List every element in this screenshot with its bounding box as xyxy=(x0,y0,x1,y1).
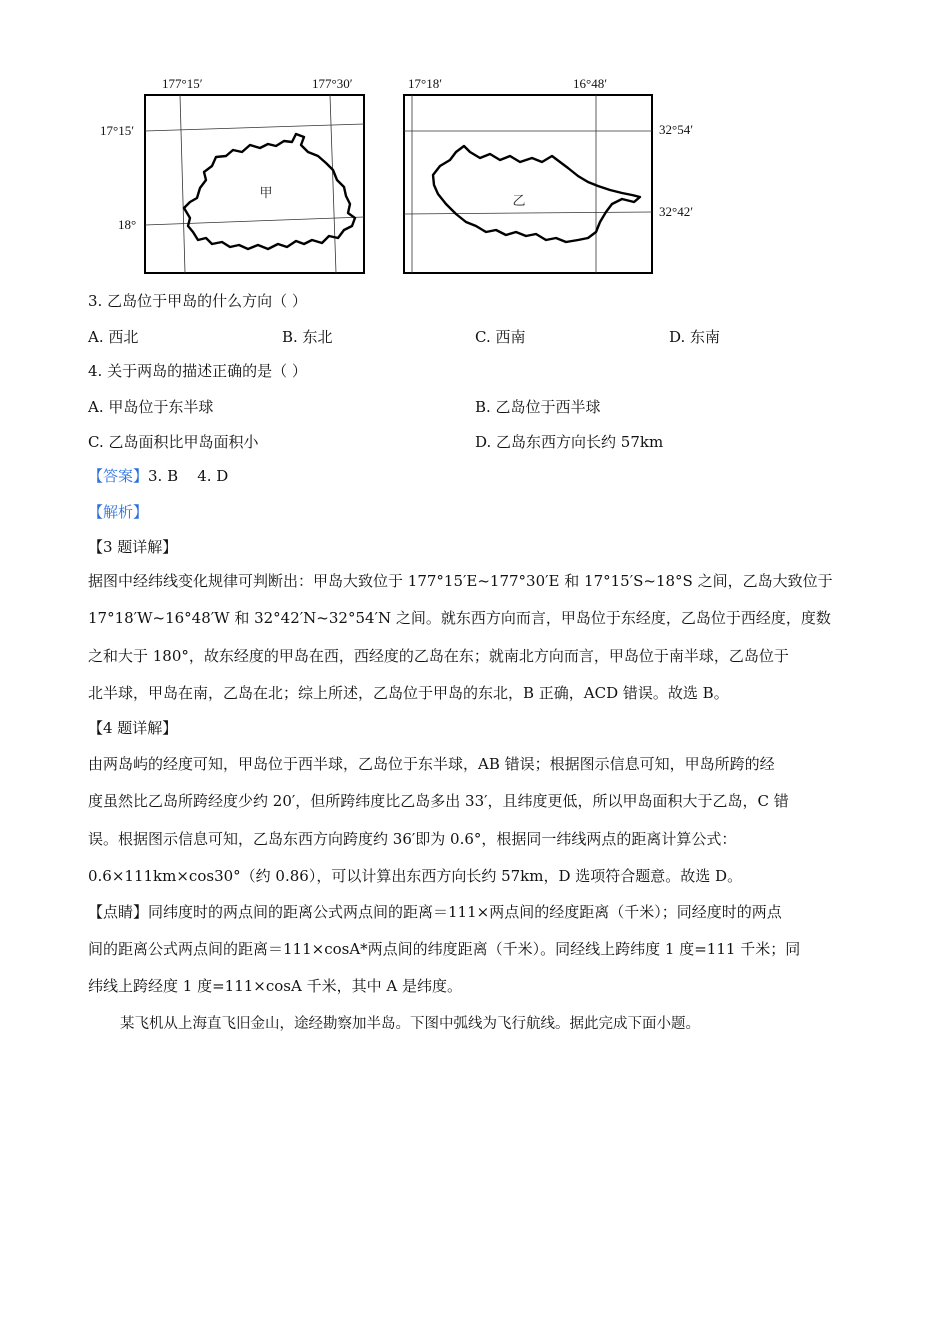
next-section-intro: 某飞机从上海直飞旧金山，途经勘察加半岛。下图中弧线为飞行航线。据此完成下面小题。 xyxy=(120,1016,700,1032)
island-yi-outline xyxy=(433,146,640,242)
point-line: 间的距离公式两点间的距离＝111×cosA*两点间的纬度距离（千米）。同经线上跨纬度 1 度=111 千米；同 xyxy=(88,940,801,958)
map-jia-lon-left: 177°15′ xyxy=(162,76,203,91)
q4-detail-line: 误。根据图示信息可知，乙岛东西方向跨度约 36′即为 0.6°，根据同一纬线两点的距离计算公式： xyxy=(88,830,737,848)
q3-option-d: D. 东南 xyxy=(669,328,721,346)
point-line: 纬线上跨经度 1 度=111×cosA 千米，其中 A 是纬度。 xyxy=(88,977,462,995)
map-jia-lat-upper: 17°15′ xyxy=(100,123,135,138)
map-jia-lat-lower: 18° xyxy=(118,217,137,232)
map-yi xyxy=(0,0,950,300)
q4-detail-line: 度虽然比乙岛所跨经度少约 20′，但所跨纬度比乙岛多出 33′，且纬度更低，所以甲岛面积大于乙岛，C 错 xyxy=(88,792,789,810)
q3-option-a: A. 西北 xyxy=(88,328,139,346)
answer-text: 3. B 4. D xyxy=(148,467,229,485)
q3-stem: 3. 乙岛位于甲岛的什么方向（ ） xyxy=(88,292,307,310)
point-line: 【点睛】同纬度时的两点间的距离公式两点间的距离＝111×两点间的经度距离（千米）；同经度时的两点 xyxy=(88,903,782,921)
map-jia-lon-right: 177°30′ xyxy=(312,76,353,91)
q4-option-b: B. 乙岛位于西半球 xyxy=(475,398,601,416)
island-jia-label: 甲 xyxy=(259,186,273,201)
q3-detail-line: 之和大于 180°，故东经度的甲岛在西，西经度的乙岛在东；就南北方向而言，甲岛位于南半球，乙岛位于 xyxy=(88,647,789,665)
q4-detail-line: 0.6×111km×cos30°（约 0.86），可以计算出东西方向长约 57km，D 选项符合题意。故选 D。 xyxy=(88,867,743,885)
q3-option-b: B. 东北 xyxy=(282,328,333,346)
q3-detail-line: 据图中经纬线变化规律可判断出：甲岛大致位于 177°15′E~177°30′E 和 17°15′S~18°S 之间，乙岛大致位于 xyxy=(88,572,833,590)
q3-detail-heading: 【3 题详解】 xyxy=(88,538,178,556)
map-yi-lon-right: 16°48′ xyxy=(573,76,608,91)
analysis-tag: 【解析】 xyxy=(88,503,149,521)
q4-detail-heading: 【4 题详解】 xyxy=(88,719,178,737)
q4-option-a: A. 甲岛位于东半球 xyxy=(88,398,214,416)
q3-detail-line: 17°18′W~16°48′W 和 32°42′N~32°54′N 之间。就东西方向而言，甲岛位于东经度，乙岛位于西经度，度数 xyxy=(88,609,831,627)
map-yi-lon-left: 17°18′ xyxy=(408,76,443,91)
map-yi-lat-lower: 32°42′ xyxy=(659,204,694,219)
q4-stem: 4. 关于两岛的描述正确的是（ ） xyxy=(88,362,307,380)
q3-detail-line: 北半球，甲岛在南，乙岛在北；综上所述，乙岛位于甲岛的东北，B 正确，ACD 错误。故选 B。 xyxy=(88,684,729,702)
q4-option-c: C. 乙岛面积比甲岛面积小 xyxy=(88,433,259,451)
q4-option-d: D. 乙岛东西方向长约 57km xyxy=(475,433,664,451)
answer-tag: 【答案】 xyxy=(88,467,149,485)
q4-detail-line: 由两岛屿的经度可知，甲岛位于西半球，乙岛位于东半球，AB 错误；根据图示信息可知，甲岛所跨的经 xyxy=(88,755,775,773)
island-yi-label: 乙 xyxy=(512,194,526,209)
q3-option-c: C. 西南 xyxy=(475,328,526,346)
answer-line xyxy=(88,466,228,486)
map-yi-lat-upper: 32°54′ xyxy=(659,122,694,137)
